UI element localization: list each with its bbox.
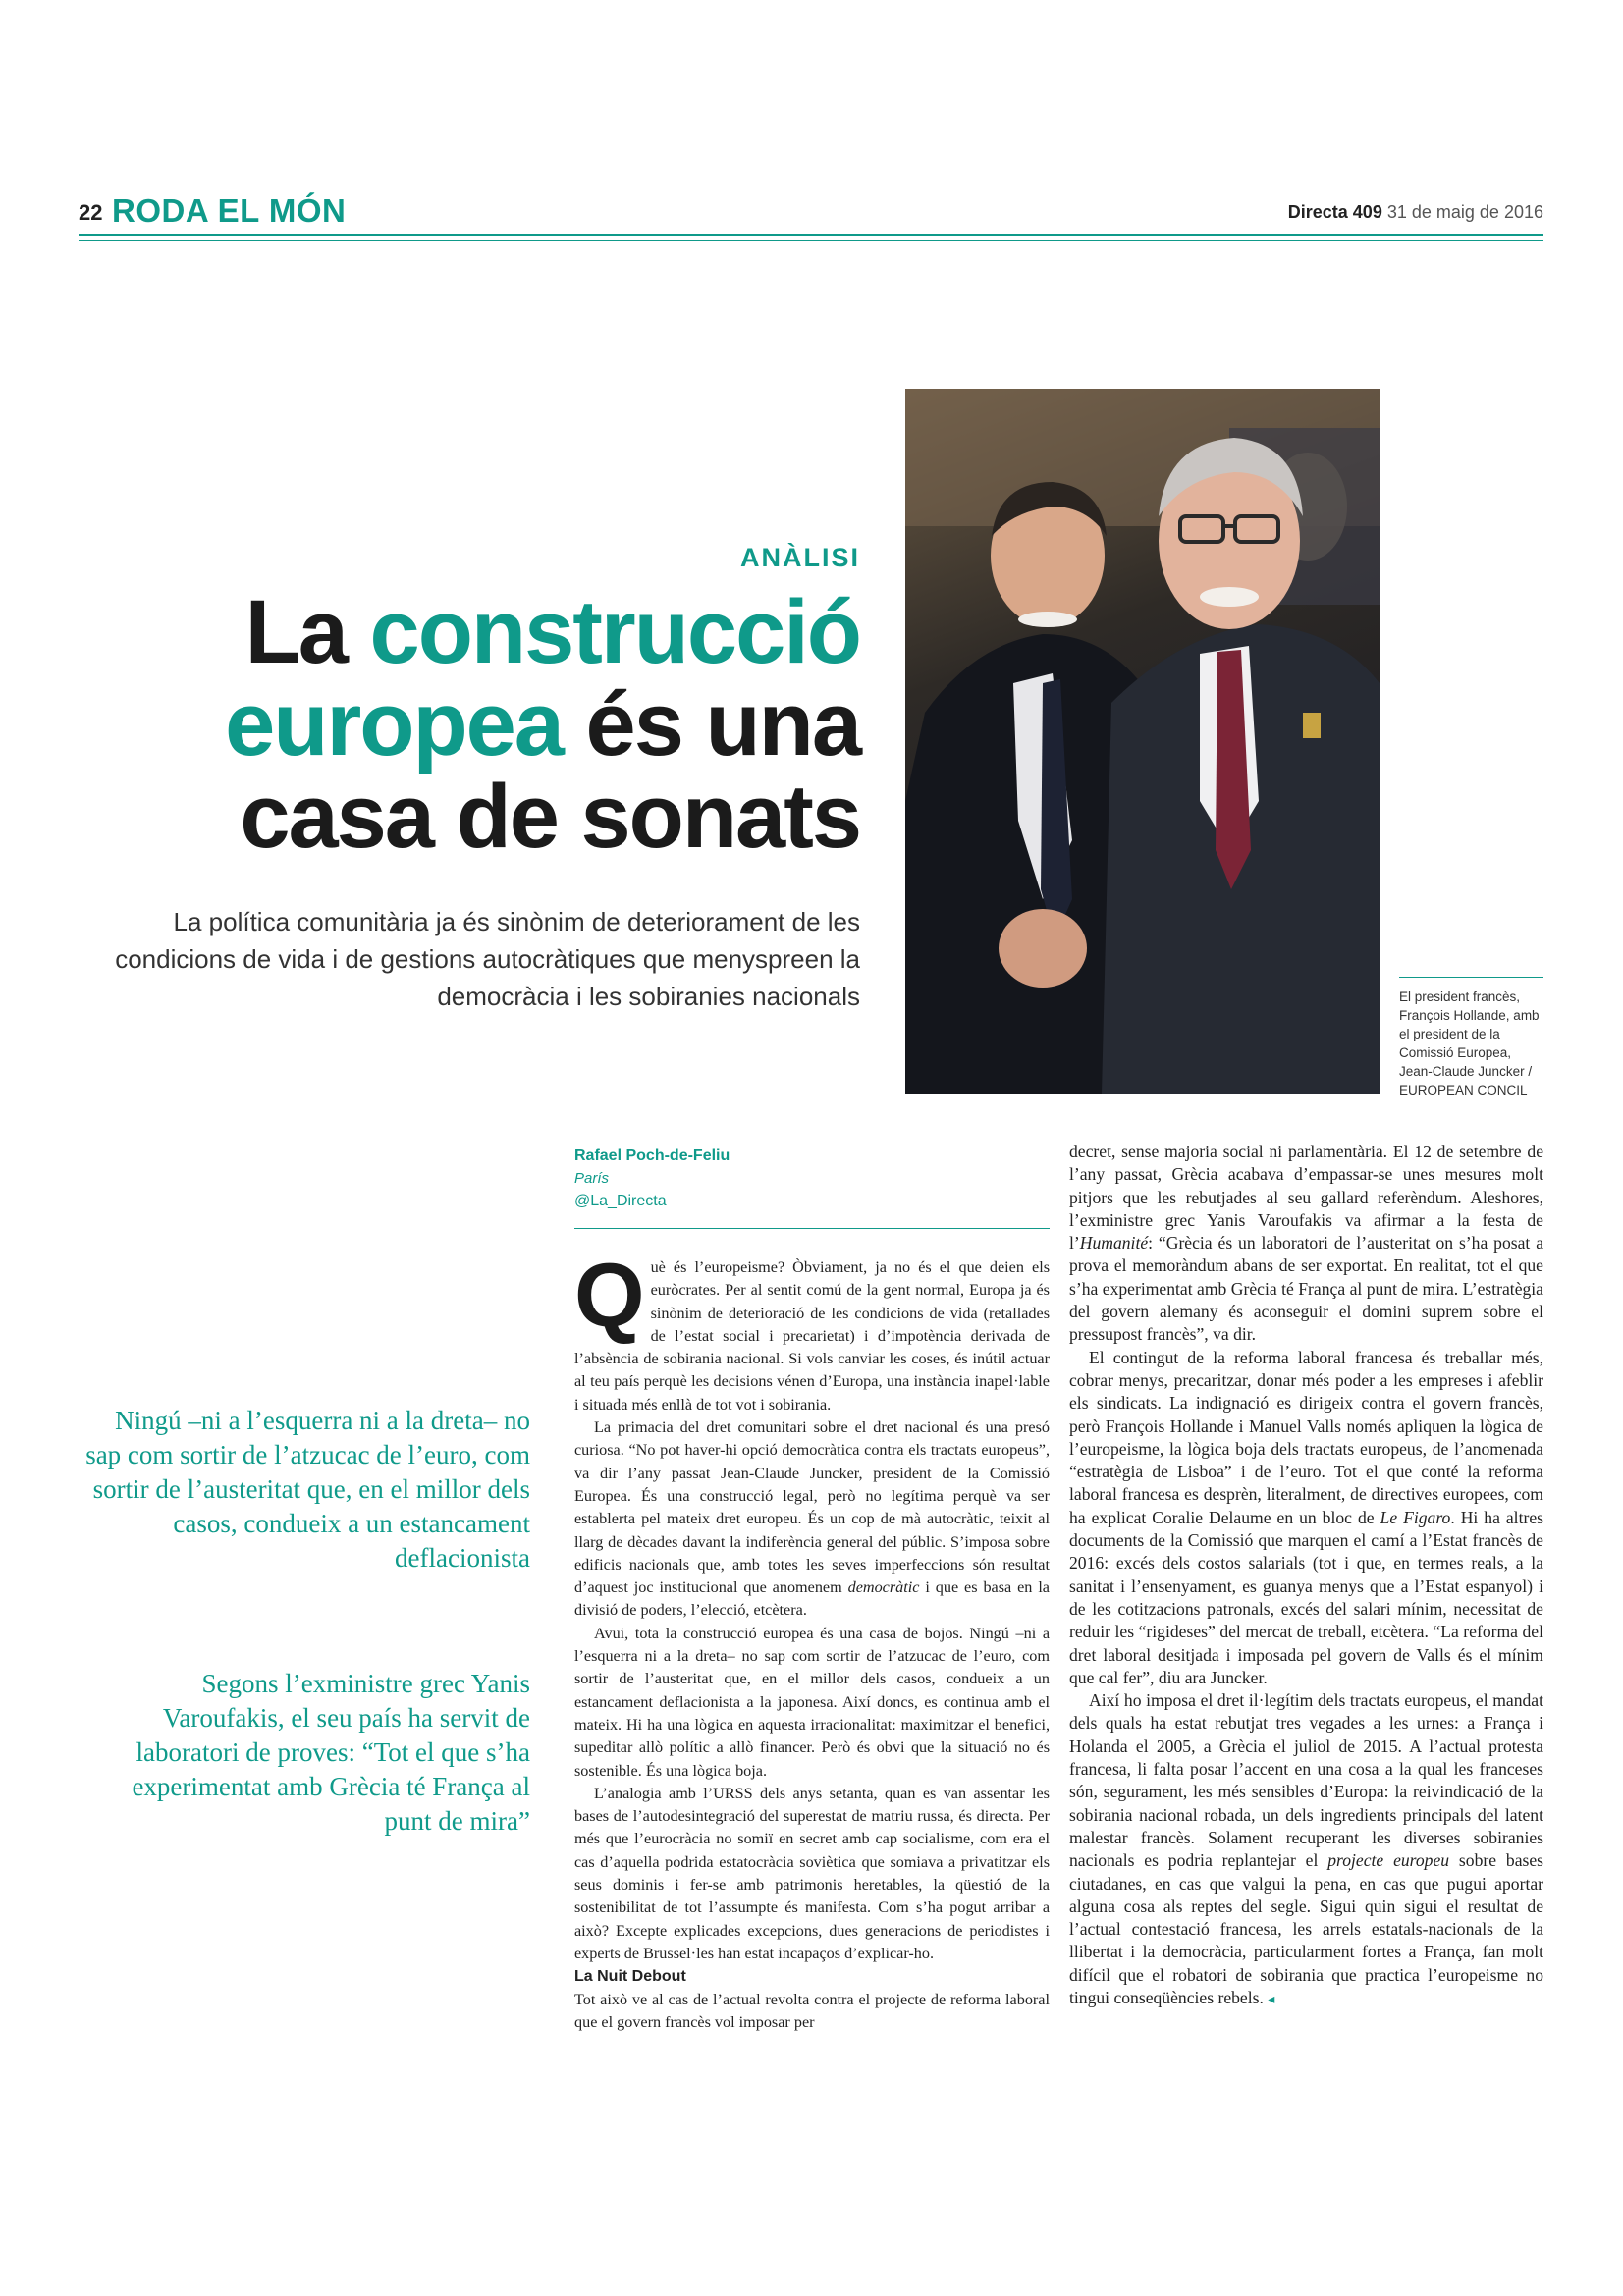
body-paragraph — [1069, 1347, 1543, 1689]
photo-illustration — [905, 389, 1380, 1094]
body-paragraph — [1069, 1141, 1543, 1347]
body-column-1 — [574, 1246, 1050, 2034]
paragraph-text: i que es basa en la divisió de poders, l’elecció, etcètera. — [574, 1578, 1050, 1620]
header-rule — [79, 234, 1543, 236]
drop-cap: Q — [574, 1246, 645, 1346]
paragraph-text: . Hi ha altres documents de la Comissió que marquen el camí a l’Estat francès de 2016: excés dels costos salarials (tot i que, en termes reals, a la sanitat i l’ensenyament, es guanya menys que a l’Estat espanyol) i de les cotitzacions patronals, excés del salari mínim, necessitat de reduir les “rigideses” del mercat de treball, etcètera. “La reforma del dret laboral desitjada i imposada pel govern de Valls és el mínim que cal fer”, diu ara Juncker. — [1069, 1507, 1543, 1687]
article-subtitle: La política comunitària ja és sinònim de deteriorament de les condicions de vida i de gestions autocràtiques que menyspreen la democràcia i les sobiranies nacionals — [115, 907, 860, 1011]
paragraph-text: La primacia del dret comunitari sobre el dret nacional és una presó curiosa. “No pot haver-hi opció democràtica contra els tractats europeus”, va dir l’any passat Jean-Claude Juncker, president de la Comissió Europea. És una construcció legal, però no legítima perquè va ser establerta pel mateix dret europeu. És un cop de mà autocràtic, teixit al llarg de dècades davant la indiferència general del públic. S’imposa sobre edificis nacionals que, amb totes les seves imperfeccions són resultat d’aquest joc institucional que anomenem — [574, 1418, 1050, 1597]
section-subhead: La Nuit Debout — [574, 1968, 686, 1986]
header-rule-thin — [79, 240, 1543, 241]
paragraph-text: El contingut de la reforma laboral francesa és treballar més, cobrar menys, precaritzar, donar més poder a les empreses i afeblir els sindicats. La indignació es dirigeix contra el govern francès, però François Hollande i Manuel Valls només apliquen la lògica de l’europeisme, la lògica boja dels tractats europeus, de l’anomenada “estratègia de Lisboa” i de l’euro. Tot el que conté la reforma laboral francesa es desprèn, literalment, de directives europees, com ha explicat Coralie Delaume en un bloc de — [1069, 1347, 1543, 1527]
headline-part-4: és una — [562, 674, 860, 774]
publication-name: Directa 409 — [1287, 202, 1382, 222]
author-handle: @La_Directa — [574, 1193, 667, 1209]
paragraph-text: sobre bases ciutadanes, en cas que valgui la pena, en cas que pugui aportar alguna cosa als reptes del segle. Sigui quin sigui el resultat de l’actual contestació francesa, les arrels estatals-nacionals de la llibertat i la democràcia, particularment fortes a França, fan molt difícil que el robatori de sobirania que practica l’europeisme no tingui conseqüències rebels. — [1069, 1850, 1544, 2007]
paragraph-text: decret, sense majoria social ni parlamentària. El 12 de setembre de l’any passat, Grècia acabava d’empassar-se unes mesures molt pitjors que les rebutjades al seu gallard referèndum. Aleshores, l’exministre grec Yanis Varoufakis va afirmar a la festa de l’ — [1069, 1142, 1543, 1254]
dateline-city: París — [574, 1170, 610, 1187]
photo-caption: El president francès, François Hollande, amb el president de la Comissió Europea, Jean-Claude Juncker / EUROPEAN CONCIL — [1399, 977, 1543, 1099]
byline — [574, 1145, 1050, 1212]
headline-part-2: construcció — [369, 582, 860, 682]
body-paragraph — [1069, 1689, 1543, 2011]
page-number: 22 — [79, 200, 103, 225]
paragraph-text: Així ho imposa el dret il·legítim dels tractats europeus, el mandat dels quals ha estat rebutjat tres vegades a les urnes: a França i Holanda el 2005, a Grècia el juliol de 2015. A l’actual protesta francesa, li falta posar l’accent en una cosa a la qual les franceses són, segurament, les més sensibles d’Europa: la reivindicació de la sobirania nacional robada, un dels ingredients principals del latent malestar francès. Solament recuperant les diverses sobiranies nacionals es podria replantejar el — [1069, 1690, 1543, 1871]
emphasis-text: Le Figaro — [1380, 1507, 1451, 1527]
byline-rule — [574, 1228, 1050, 1229]
emphasis-text: democràtic — [847, 1578, 920, 1597]
issue-info — [1288, 202, 1543, 223]
pullquote-2: Segons l’exministre grec Yanis Varoufakis, el seu país ha servit de laboratori de proves: “Tot el que s’ha experimentat amb Grècia té França al punt de mira” — [132, 1669, 530, 1836]
headline-part-3: europea — [225, 674, 563, 774]
headline-part-5: casa de sonats — [240, 767, 860, 867]
body-paragraph — [574, 1416, 1050, 1623]
issue-date: 31 de maig de 2016 — [1386, 202, 1543, 222]
headline-part-1: La — [244, 582, 370, 682]
end-mark-icon: ◂ — [1268, 1992, 1275, 2007]
body-paragraph: Avui, tota la construcció europea és una casa de bojos. Ningú –ni a l’esquerra ni a la dreta– no sap com sortir de l’atzucac de l’euro, com sortir de l’austeritat que, en el millor dels casos, condueix a un estancament deflacionista a la japonesa. Així doncs, es continua amb el mateix. Hi ha una lògica en aquesta irracionalitat: maximitzar el benefici, supeditar allò polític a allò financer. Però és obvi que la situació no és sostenible. És una lògica boja. — [574, 1624, 1050, 1780]
article-photo — [905, 389, 1380, 1094]
body-paragraph: Tot això ve al cas de l’actual revolta contra el projecte de reforma laboral que el govern francès vol imposar per — [574, 1990, 1050, 2031]
paragraph-text: uè és l’europeisme? Òbviament, ja no és el que deien els euròcrates. Per al sentit comú de la gent normal, Europa ja és sinònim de deterioració de les condicions de vida (retallades de l’estat social i precarietat) i d’impotència derivada de l’absència de sobirania nacional. Si vols canviar les coses, és inútil actuar al teu país perquè les decisions vénen d’Europa, una instància inapel·lable i situada més enllà de tot vot i sobirania. — [574, 1258, 1050, 1414]
body-paragraph — [574, 1246, 1050, 1416]
body-column-2 — [1069, 1141, 1543, 2011]
section-title: RODA EL MÓN — [112, 192, 347, 229]
paragraph-text: : “Grècia és un laboratori de l’austeritat on s’ha posat a prova el memoràndum abans de ser exportat. En realitat, tot el que s’ha experimentat amb Grècia té França al punt de mira. L’estratègia del govern alemany és aconseguir el domini suprem sobre el pressupost francès”, va dir. — [1069, 1233, 1543, 1345]
emphasis-text: projecte europeu — [1327, 1850, 1450, 1871]
article-headline — [98, 582, 860, 867]
body-paragraph: L’analogia amb l’URSS dels anys setanta, quan es van assentar les bases de l’autodesintegració del superestat de matriu russa, és directa. Per més que l’eurocràcia no somiï en secret amb cap socialisme, com era el cas d’aquella podrida estatocràcia soviètica que somiava a privatitzar els seus dominis i fer-se amb patrimonis heretables, la qüestió de la sostenibilitat de tot l’assumpte és manifesta. Com s’ha pogut arribar a això? Excepte explicades excepcions, dues generacions de periodistes i experts de Brussel·les han estat incapaços d’explicar-ho. — [574, 1784, 1050, 1962]
page-header — [79, 192, 1543, 236]
article-kicker: ANÀLISI — [740, 543, 860, 572]
emphasis-text: Humanité — [1079, 1233, 1149, 1254]
pullquote-1: Ningú –ni a l’esquerra ni a la dreta– no sap com sortir de l’atzucac de l’euro, com sortir de l’austeritat que, en el millor dels casos, condueix a un estancament deflacionista — [85, 1406, 530, 1573]
author-name: Rafael Poch-de-Feliu — [574, 1148, 730, 1164]
